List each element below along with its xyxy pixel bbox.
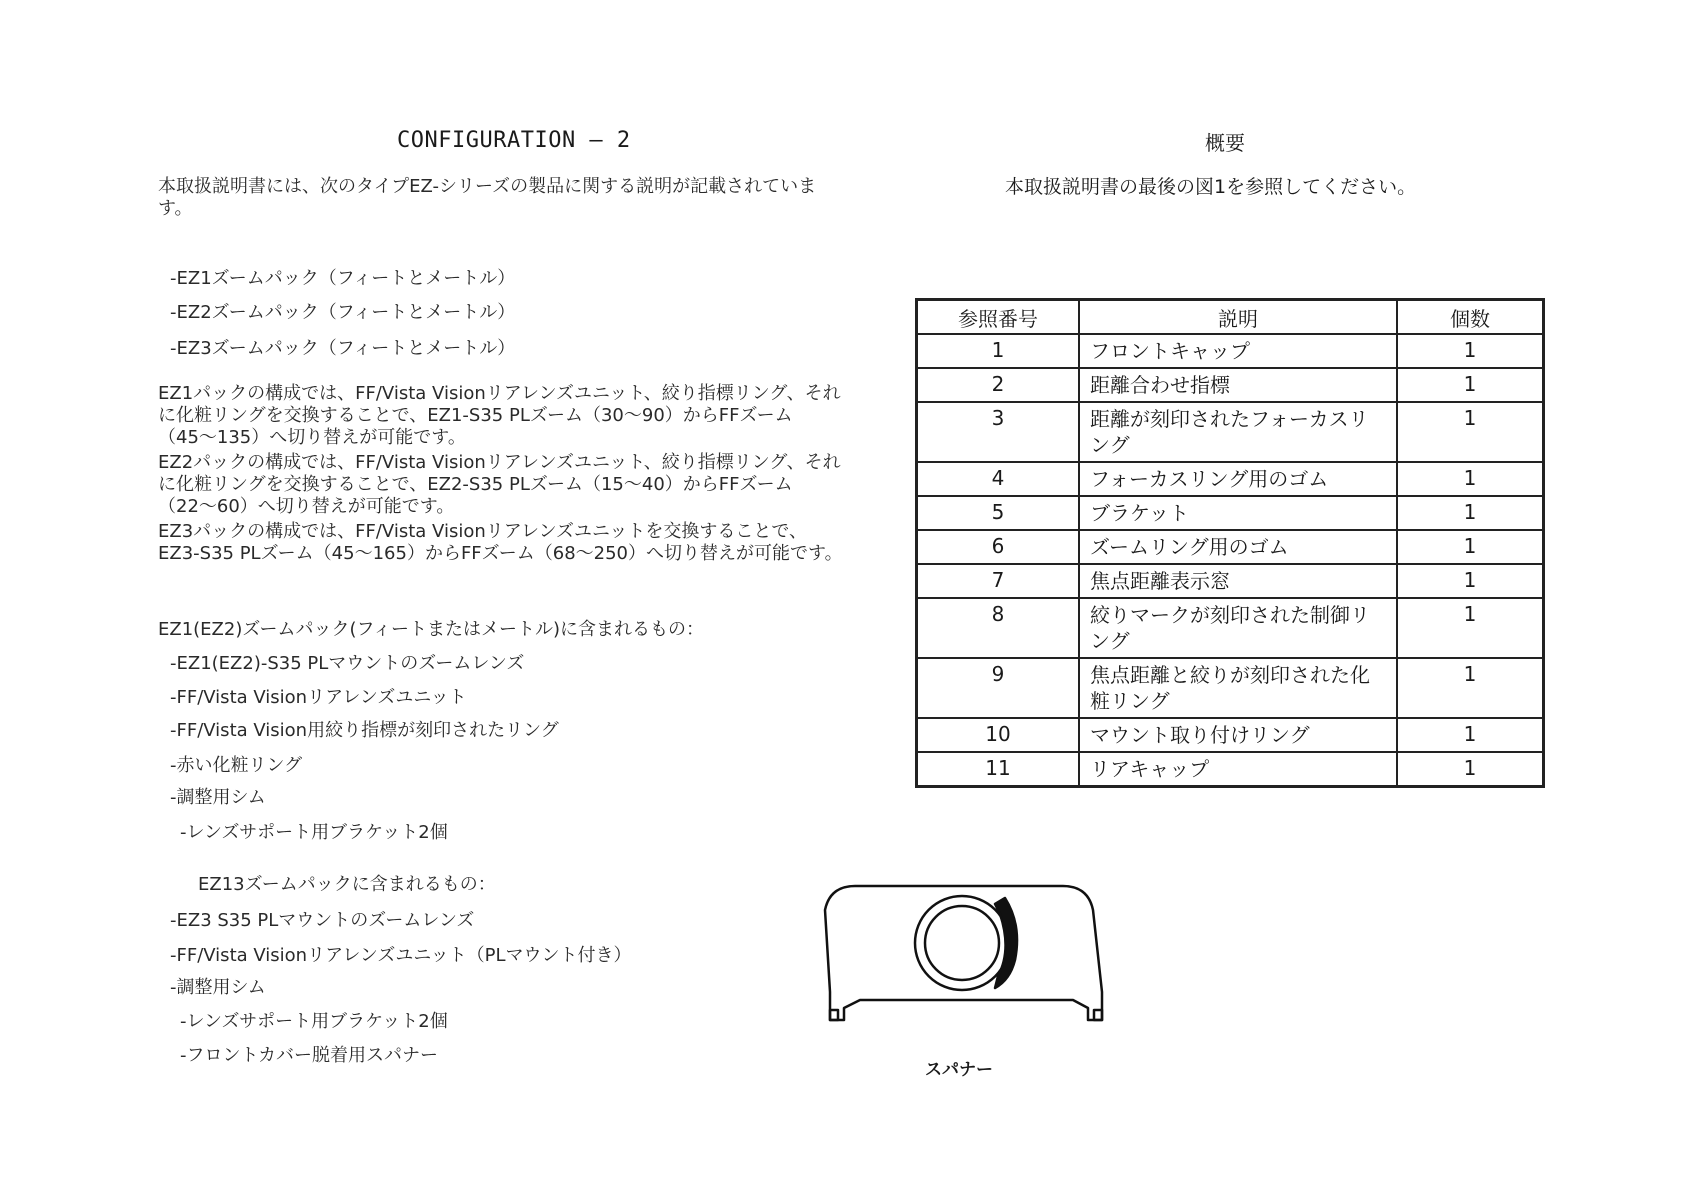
row-number: 10	[917, 718, 1080, 752]
list-item: -EZ3 S35 PLマウントのズームレンズ	[170, 910, 475, 931]
table-row	[917, 718, 1544, 752]
row-description: リアキャップ	[1079, 752, 1397, 787]
row-description: 絞りマークが刻印された制御リング	[1079, 598, 1397, 658]
page-title: CONFIGURATION – 2	[397, 128, 631, 153]
table-header-row	[917, 300, 1544, 335]
list-item: -調整用シム	[170, 977, 266, 998]
table-row	[917, 658, 1544, 718]
header-description: 説明	[1079, 300, 1397, 335]
config-ez3-text: EZ3パックの構成では、FF/Vista Visionリアレンズユニットを交換することで、EZ3-S35 PLズーム（45〜165）からFFズーム（68〜250）へ切り替えが可能です。	[158, 521, 843, 564]
figure-caption: スパナー	[925, 1060, 993, 1080]
spanner-tab-right	[1094, 1010, 1102, 1020]
row-quantity: 1	[1397, 334, 1544, 368]
ez12-heading: EZ1(EZ2)ズームパック(フィートまたはメートル)に含まれるもの：	[158, 619, 705, 640]
list-item: -調整用シム	[170, 787, 266, 808]
row-number: 2	[917, 368, 1080, 402]
intro-text: 本取扱説明書には、次のタイプEZ-シリーズの製品に関する説明が記載されています。	[158, 176, 817, 219]
pack-item: -EZ1ズームパック（フィートとメートル）	[170, 268, 516, 289]
row-quantity: 1	[1397, 530, 1544, 564]
table-row	[917, 752, 1544, 787]
list-item: -FF/Vista Vision用絞り指標が刻印されたリング	[170, 720, 559, 741]
row-description: フォーカスリング用のゴム	[1079, 462, 1397, 496]
row-number: 6	[917, 530, 1080, 564]
parts-table	[915, 298, 1545, 788]
ez13-heading: EZ13ズームパックに含まれるもの：	[198, 874, 496, 895]
row-quantity: 1	[1397, 368, 1544, 402]
row-quantity: 1	[1397, 496, 1544, 530]
row-description: 距離合わせ指標	[1079, 368, 1397, 402]
row-description: 焦点距離表示窓	[1079, 564, 1397, 598]
header-ref-number: 参照番号	[917, 300, 1080, 335]
list-item: -レンズサポート用ブラケット2個	[180, 1011, 448, 1032]
row-description: ズームリング用のゴム	[1079, 530, 1397, 564]
list-item: -EZ1(EZ2)-S35 PLマウントのズームレンズ	[170, 653, 525, 674]
row-quantity: 1	[1397, 402, 1544, 462]
row-number: 5	[917, 496, 1080, 530]
row-number: 11	[917, 752, 1080, 787]
list-item: -FF/Vista Visionリアレンズユニット（PLマウント付き）	[170, 945, 632, 966]
list-item: -赤い化粧リング	[170, 755, 303, 776]
row-description: 焦点距離と絞りが刻印された化粧リング	[1079, 658, 1397, 718]
row-quantity: 1	[1397, 752, 1544, 787]
section-intro: 本取扱説明書の最後の図1を参照してください。	[1005, 176, 1417, 198]
row-number: 9	[917, 658, 1080, 718]
table-row	[917, 496, 1544, 530]
header-quantity: 個数	[1397, 300, 1544, 335]
table-row	[917, 462, 1544, 496]
row-quantity: 1	[1397, 598, 1544, 658]
list-item: -フロントカバー脱着用スパナー	[180, 1045, 438, 1066]
section-title: 概要	[1205, 131, 1245, 155]
table-row	[917, 564, 1544, 598]
table-row	[917, 334, 1544, 368]
config-ez1-text: EZ1パックの構成では、FF/Vista Visionリアレンズユニット、絞り指標リング、それに化粧リングを交換することで、EZ1-S35 PLズーム（30〜90）からFFズーム（45〜135）へ切り替えが可能です。	[158, 383, 841, 448]
config-ez2-text: EZ2パックの構成では、FF/Vista Visionリアレンズユニット、絞り指標リング、それに化粧リングを交換することで、EZ2-S35 PLズーム（15〜40）からFFズーム（22〜60）へ切り替えが可能です。	[158, 452, 841, 517]
spanner-tab-left	[830, 1010, 838, 1020]
pack-item: -EZ3ズームパック（フィートとメートル）	[170, 338, 516, 359]
row-description: マウント取り付けリング	[1079, 718, 1397, 752]
row-quantity: 1	[1397, 718, 1544, 752]
row-number: 1	[917, 334, 1080, 368]
row-quantity: 1	[1397, 564, 1544, 598]
row-description: ブラケット	[1079, 496, 1397, 530]
row-description: 距離が刻印されたフォーカスリング	[1079, 402, 1397, 462]
row-description: フロントキャップ	[1079, 334, 1397, 368]
table-row	[917, 530, 1544, 564]
row-quantity: 1	[1397, 658, 1544, 718]
spanner-illustration	[800, 880, 1130, 1040]
list-item: -FF/Vista Visionリアレンズユニット	[170, 687, 467, 708]
list-item: -レンズサポート用ブラケット2個	[180, 822, 448, 843]
table-row	[917, 368, 1544, 402]
row-number: 4	[917, 462, 1080, 496]
row-quantity: 1	[1397, 462, 1544, 496]
table-row	[917, 598, 1544, 658]
row-number: 3	[917, 402, 1080, 462]
row-number: 8	[917, 598, 1080, 658]
row-number: 7	[917, 564, 1080, 598]
spanner-ring-outer	[915, 896, 1009, 990]
spanner-ring-inner	[925, 906, 999, 980]
table-row	[917, 402, 1544, 462]
pack-item: -EZ2ズームパック（フィートとメートル）	[170, 302, 516, 323]
